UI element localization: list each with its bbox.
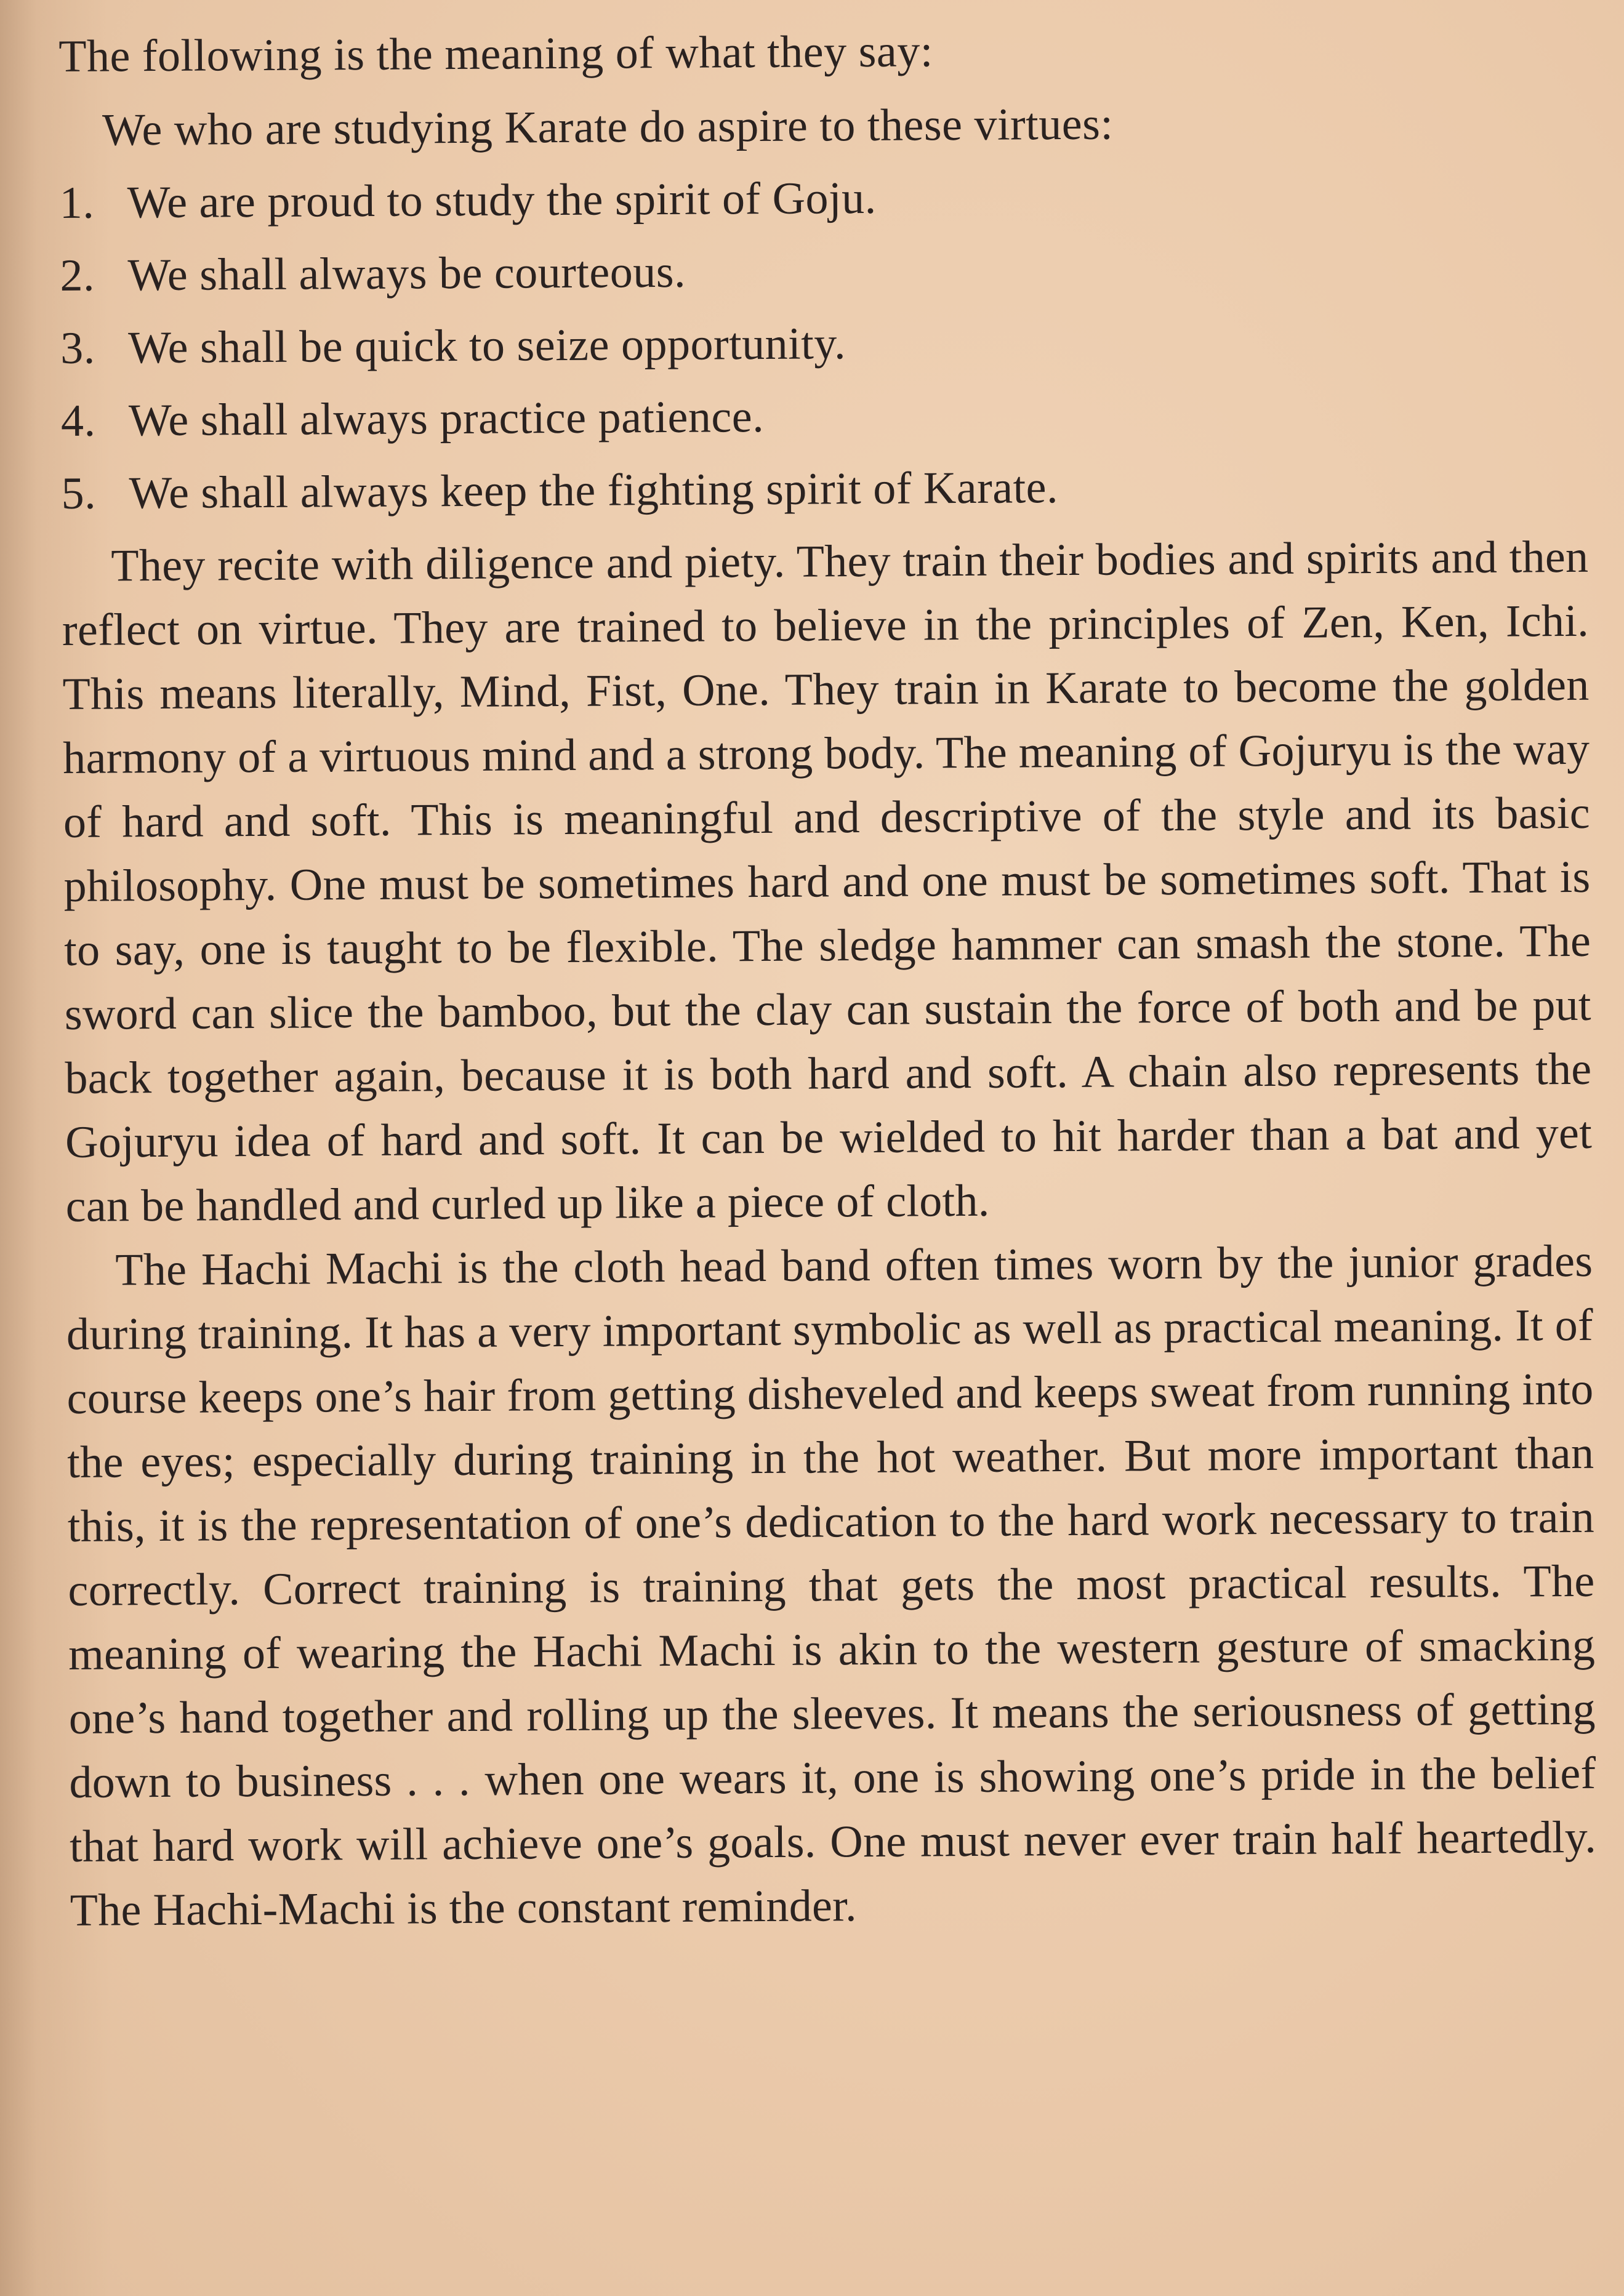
creed-number: 1. [59,177,95,228]
creed-number: 5. [61,468,97,519]
creed-item [60,307,1600,380]
paragraph-gojuryu: They recite with diligence and piety. They train their bodies and spirits and then reflect on virtue. They are trained to believe in the principles of Zen, Ken, Ichi. This means literally, Mind, Fist, One. They train in Karate to become the golden harmony of a virtuous mind and a strong body. The meaning of Gojuryu is the way of hard and soft. This is meaningful and descriptive of the style and its basic philosophy. One must be sometimes hard and one must be sometimes soft. That is to say, one is taught to be flexible. The sledge hammer can smash the stone. The sword can slice the bamboo, but the clay can sustain the force of both and be put back together again, because it is both hard and soft. A chain also represents the Gojuryu idea of hard and soft. It can be wielded to hit harder than a bat and yet can be handled and curled up like a piece of cloth. [62,531,1593,1232]
intro-line: The following is the meaning of what they say: [58,26,934,82]
creed-text: We shall always practice patience. [128,391,765,446]
creed-item [59,162,1599,235]
creed-text: We shall be quick to seize opportunity. [127,318,846,374]
paragraph-hachi-machi: The Hachi Machi is the cloth head band often times worn by the junior grades during training. It has a very important symbolic as well as practical meaning. It of course keeps one’s hair from getting disheveled and keeps sweat from running into the eyes; especially during training in the hot weather. But more important than this, it is the representation of one’s dedication to the hard work necessary to train correctly. Correct training is training that gets the most practical results. The meaning of wearing the Hachi Machi is akin to the western gesture of smacking one’s hand together and rolling up the sleeves. It means the seriousness of getting down to business . . . when one wears it, one is showing one’s pride in the belief that hard work will achieve one’s goals. One must never ever train half heartedly. The Hachi-Machi is the constant reminder. [66,1235,1597,1936]
creed-text: We are proud to study the spirit of Goju. [127,172,877,228]
creed-item [61,452,1601,526]
creed-text: We shall always be courteous. [127,246,686,301]
creed-number: 4. [60,395,96,446]
page-text [58,15,1609,1943]
creed-text: We shall always keep the fighting spirit of Karate. [129,462,1059,519]
creed-number: 2. [60,250,95,301]
creed-number: 3. [60,323,95,374]
creed-item [60,235,1599,308]
creed-item [61,380,1601,453]
creed-heading: We who are studying Karate do aspire to these virtues: [102,98,1114,156]
creed-list [59,162,1600,526]
